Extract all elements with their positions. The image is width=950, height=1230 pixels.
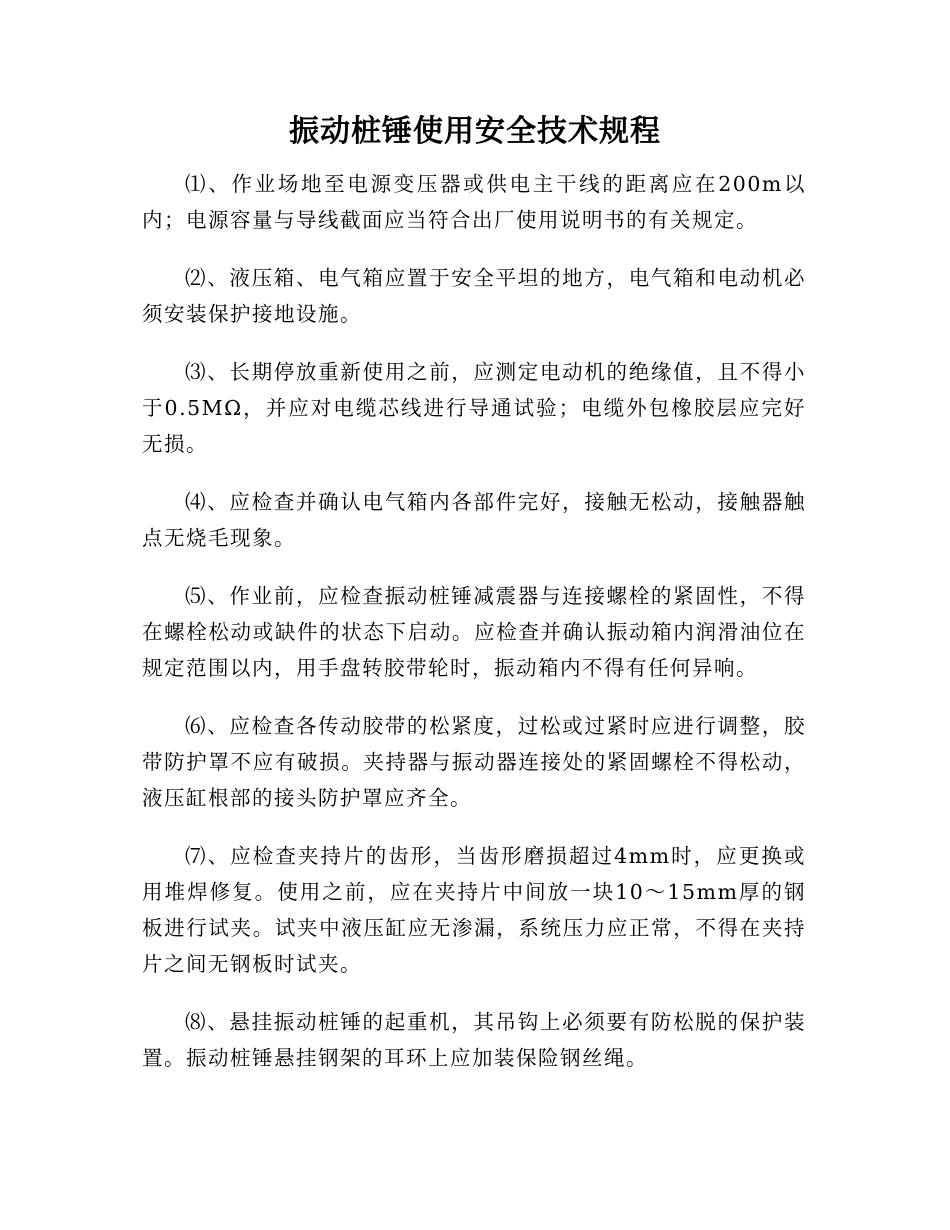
paragraph-2: ⑵、液压箱、电气箱应置于安全平坦的地方，电气箱和电动机必须安装保护接地设施。 bbox=[142, 266, 806, 326]
paragraph-7: ⑺、应检查夹持片的齿形，当齿形磨损超过4mm时，应更换或用堆焊修复。使用之前，应在夹持片中间放一块10～15mm厚的钢板进行试夹。试夹中液压缸应无渗漏，系统压力应正常，不得在夹持片之间无钢板时试夹。 bbox=[142, 844, 806, 976]
paragraph-4: ⑷、应检查并确认电气箱内各部件完好，接触无松动，接触器触点无烧毛现象。 bbox=[142, 490, 806, 550]
paragraph-3: ⑶、长期停放重新使用之前，应测定电动机的绝缘值，且不得小于0.5MΩ，并应对电缆芯线进行导通试验；电缆外包橡胶层应完好无损。 bbox=[142, 360, 806, 456]
paragraph-1: ⑴、作业场地至电源变压器或供电主干线的距离应在200m以内；电源容量与导线截面应当符合出厂使用说明书的有关规定。 bbox=[142, 172, 806, 232]
paragraph-6: ⑹、应检查各传动胶带的松紧度，过松或过紧时应进行调整，胶带防护罩不应有破损。夹持器与振动器连接处的紧固螺栓不得松动，液压缸根部的接头防护罩应齐全。 bbox=[142, 714, 806, 810]
document-title: 振动桩锤使用安全技术规程 bbox=[289, 114, 661, 149]
paragraph-8: ⑻、悬挂振动桩锤的起重机，其吊钩上必须要有防松脱的保护装置。振动桩锤悬挂钢架的耳环上应加装保险钢丝绳。 bbox=[142, 1010, 806, 1070]
document-body bbox=[142, 166, 806, 1098]
paragraph-5: ⑸、作业前，应检查振动桩锤减震器与连接螺栓的紧固性，不得在螺栓松动或缺件的状态下启动。应检查并确认振动箱内润滑油位在规定范围以内，用手盘转胶带轮时，振动箱内不得有任何异响。 bbox=[142, 584, 806, 680]
